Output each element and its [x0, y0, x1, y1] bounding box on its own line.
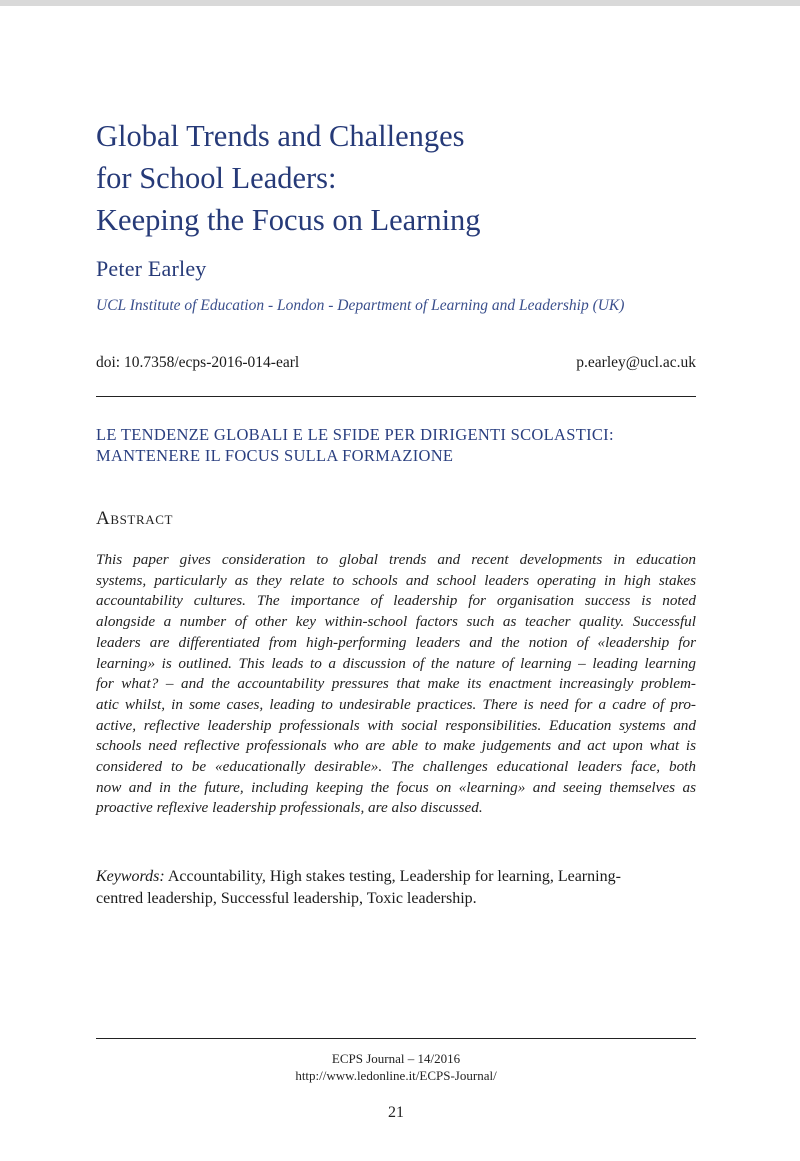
doi: doi: 10.7358/ecps-2016-014-earl [96, 354, 300, 371]
abstract-line: learning» is outlined. This leads to a discussion of the nature of learning – leading learning [96, 654, 696, 672]
keywords-line-2: centred leadership, Successful leadership, Toxic leadership. [96, 889, 477, 907]
italian-title-line-2: MANTENERE IL FOCUS SULLA FORMAZIONE [96, 446, 454, 465]
author-name: Peter Earley [96, 256, 207, 281]
abstract-line: now and in the future, including keeping the focus on «learning» and seeing themselves as [96, 778, 696, 796]
title-line-2: for School Leaders: [96, 161, 337, 195]
header-divider [96, 396, 696, 397]
abstract-line: leaders are differentiated from high-performing leaders and the notion of «leadership for [96, 633, 696, 651]
author-affiliation: UCL Institute of Education - London - Department of Learning and Leadership (UK) [96, 297, 625, 314]
journal-url[interactable]: http://www.ledonline.it/ECPS-Journal/ [295, 1068, 497, 1083]
italian-title-line-1: LE TENDENZE GLOBALI E LE SFIDE PER DIRIGENTI SCOLASTICI: [96, 425, 614, 444]
footer-divider [96, 1038, 696, 1039]
page-footer [96, 1050, 696, 1084]
abstract-line: for what? – and the accountability pressures that make its enactment increasingly problem- [96, 675, 696, 693]
abstract-line: This paper gives consideration to global trends and recent developments in education [96, 551, 696, 568]
abstract-body [96, 550, 696, 819]
abstract-line: accountability cultures. The importance of leadership for organisation success is noted [96, 592, 696, 610]
author-email: p.earley@ucl.ac.uk [576, 354, 696, 371]
abstract-line: active, reflective leadership professionals with social responsibilities. Education systems and [96, 716, 696, 734]
italian-title [96, 424, 706, 466]
abstract-heading: Abstract [96, 508, 174, 529]
title-line-1: Global Trends and Challenges [96, 119, 465, 153]
keywords-text-1: Accountability, High stakes testing, Leadership for learning, Learning- [164, 868, 621, 885]
title-line-3: Keeping the Focus on Learning [96, 203, 481, 237]
abstract-line: schools need reflective professionals who are able to make judgements and act upon what is [96, 737, 696, 755]
keywords-line-1 [96, 866, 696, 888]
abstract-line: proactive reflexive leadership professionals, are also discussed. [96, 799, 483, 817]
keywords [96, 866, 696, 909]
abstract-line: atic whilst, in some cases, leading to undesirable practices. There is need for a cadre of pro- [96, 695, 696, 713]
page-number: 21 [388, 1104, 404, 1121]
abstract-line: considered to be «educationally desirable». The challenges educational leaders face, both [96, 758, 696, 776]
paper-title [96, 115, 716, 241]
keywords-label: Keywords: [96, 868, 165, 885]
abstract-line: alongside a number of other key within-school factors such as teacher quality. Successful [96, 613, 696, 631]
abstract-line: systems, particularly as they relate to schools and school leaders operating in high stakes [96, 571, 696, 589]
journal-issue: ECPS Journal – 14/2016 [331, 1051, 461, 1066]
